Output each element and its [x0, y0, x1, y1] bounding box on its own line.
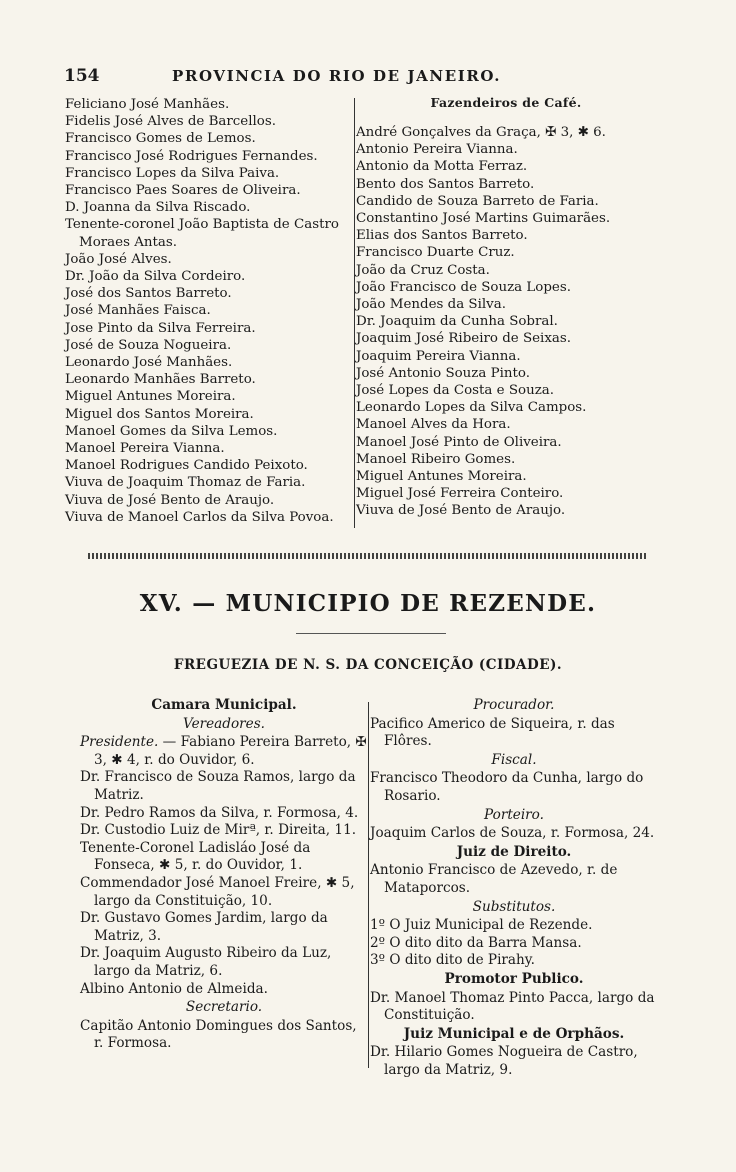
running-title: PROVINCIA DO RIO DE JANEIRO. — [172, 67, 502, 85]
list-item: Leonardo Lopes da Silva Campos. — [356, 400, 587, 416]
list-item: Miguel Antunes Moreira. — [65, 389, 236, 405]
list-item: Jose Pinto da Silva Ferreira. — [65, 320, 256, 336]
list-item: Manoel Alves da Hora. — [356, 417, 511, 433]
section-heading: Camara Municipal. — [151, 697, 297, 713]
list-item: Candido de Souza Barreto de Faria. — [356, 193, 599, 209]
entry: Commendador José Manoel Freire, ✱ 5, largo da Constituição, 10. — [80, 874, 355, 909]
list-item: Tenente-coronel João Baptista de Castro — [65, 217, 339, 233]
list-item: Joaquim Pereira Vianna. — [356, 348, 521, 364]
list-item: Dr. João da Silva Cordeiro. — [65, 269, 246, 285]
entry: Albino Antonio de Almeida. — [80, 980, 268, 997]
entry: Tenente-Coronel Ladisláo José da Fonseca, ✱ 5, r. do Ouvidor, 1. — [80, 839, 311, 874]
list-item: Joaquim José Ribeiro de Seixas. — [356, 331, 571, 347]
entry: Dr. Custodio Luiz de Mirª, r. Direita, 11. — [80, 822, 357, 839]
entry: 1º O Juiz Municipal de Rezende. — [370, 917, 593, 934]
list-item: Manoel Pereira Vianna. — [65, 441, 225, 457]
entry: Capitão Antonio Domingues dos Santos, r. Formosa. — [80, 1017, 357, 1052]
list-item: Miguel José Ferreira Conteiro. — [356, 486, 564, 502]
section-heading: Secretario. — [185, 999, 263, 1016]
section-heading: Vereadores. — [183, 715, 265, 732]
list-item: Antonio da Motta Ferraz. — [356, 159, 528, 175]
list-item: José Antonio Souza Pinto. — [356, 365, 530, 381]
section-heading: Juiz Municipal e de Orphãos. — [403, 1025, 625, 1042]
list-item: Leonardo José Manhães. — [65, 355, 233, 371]
entry: Dr. Joaquim Augusto Ribeiro da Luz, largo da Matriz, 6. — [80, 945, 332, 979]
entry: Presidente. — Fabiano Pereira Barreto, ✠ 3, ✱ 4, r. do Ouvidor, 6. — [80, 734, 367, 768]
list-item: Francisco Paes Soares de Oliveira. — [65, 183, 301, 199]
entry: Francisco Theodoro da Cunha, largo do Rosario. — [370, 770, 644, 804]
lower-left-column — [80, 696, 368, 1053]
upper-right-column — [356, 95, 656, 520]
list-item: João Francisco de Souza Lopes. — [356, 279, 571, 295]
list-item: José Manhães Faisca. — [65, 303, 211, 319]
list-item: João Mendes da Silva. — [356, 297, 506, 313]
entry: Dr. Francisco de Souza Ramos, largo da Matriz. — [80, 769, 356, 803]
section-heading: Substitutos. — [472, 898, 556, 915]
list-item: Manoel Gomes da Silva Lemos. — [65, 423, 278, 439]
list-item: D. Joanna da Silva Riscado. — [65, 200, 251, 216]
chapter-title: XV. — MUNICIPIO DE REZENDE. — [139, 590, 597, 617]
list-item: Dr. Joaquim da Cunha Sobral. — [356, 314, 558, 330]
section-heading-fazendeiros: Fazendeiros de Café. — [430, 95, 582, 110]
column-rule-upper — [354, 98, 355, 528]
section-heading: Fiscal. — [491, 751, 537, 768]
list-item: José de Souza Nogueira. — [65, 337, 232, 353]
list-item: Francisco Duarte Cruz. — [356, 245, 515, 261]
page-number: 154 — [64, 66, 100, 86]
entry: Dr. Gustavo Gomes Jardim, largo da Matriz, 3. — [80, 910, 328, 944]
entry-lead: Presidente. — [80, 734, 159, 751]
list-item: Bento dos Santos Barreto. — [356, 176, 535, 192]
list-item: Manoel José Pinto de Oliveira. — [356, 434, 562, 450]
list-item: Leonardo Manhães Barreto. — [65, 372, 256, 388]
list-item: Francisco Gomes de Lemos. — [65, 131, 256, 147]
entry: Pacifico Americo de Siqueira, r. das Flôres. — [370, 715, 615, 750]
list-item: Fidelis José Alves de Barcellos. — [65, 114, 276, 130]
list-item: Francisco Lopes da Silva Paiva. — [65, 165, 280, 181]
list-item: Miguel dos Santos Moreira. — [65, 406, 254, 422]
section-heading: Promotor Publico. — [444, 970, 584, 987]
section-heading: Porteiro. — [484, 806, 544, 823]
list-item: João da Cruz Costa. — [356, 262, 490, 278]
list-item: André Gonçalves da Graça, ✠ 3, ✱ 6. — [356, 125, 606, 140]
list-item: Viuva de Manoel Carlos da Silva Povoa. — [65, 509, 334, 525]
parish-title: FREGUEZIA DE N. S. DA CONCEIÇÃO (CIDADE). — [173, 657, 563, 673]
ornamental-rule — [88, 553, 648, 559]
fazendeiros-list — [356, 124, 656, 520]
list-item: Antonio Pereira Vianna. — [356, 142, 518, 158]
entry: Antonio Francisco de Azevedo, r. de Mataporcos. — [370, 862, 618, 896]
list-item: Viuva de José Bento de Araujo. — [356, 503, 566, 519]
list-item: Moraes Antas. — [79, 234, 177, 250]
list-item: Manoel Rodrigues Candido Peixoto. — [65, 458, 308, 474]
entry: Dr. Pedro Ramos da Silva, r. Formosa, 4. — [80, 804, 359, 821]
list-item: Francisco José Rodrigues Fernandes. — [65, 148, 318, 164]
running-head — [64, 66, 644, 88]
section-heading: Procurador. — [473, 697, 555, 713]
title-underline — [296, 633, 446, 634]
list-item: Viuva de José Bento de Araujo. — [65, 492, 275, 508]
upper-left-list — [65, 96, 350, 526]
entry: Joaquim Carlos de Souza, r. Formosa, 24. — [370, 825, 655, 842]
list-item: Constantino José Martins Guimarães. — [356, 211, 611, 227]
list-item: José dos Santos Barreto. — [65, 286, 232, 302]
list-item: Manoel Ribeiro Gomes. — [356, 451, 516, 467]
lower-right-column — [370, 696, 658, 1079]
list-item: Elias dos Santos Barreto. — [356, 228, 528, 244]
section-heading: Juiz de Direito. — [456, 843, 572, 860]
list-item: João José Alves. — [65, 251, 172, 267]
entry: 2º O dito dito da Barra Mansa. — [370, 934, 582, 951]
entry: 3º O dito dito de Pirahy. — [370, 952, 535, 969]
entry: Dr. Manoel Thomaz Pinto Pacca, largo da Constituição. — [370, 989, 655, 1024]
list-item: Miguel Antunes Moreira. — [356, 469, 527, 485]
list-item: Feliciano José Manhães. — [65, 97, 230, 112]
entry: Dr. Hilario Gomes Nogueira de Castro, largo da Matriz, 9. — [370, 1044, 638, 1078]
list-item: Viuva de Joaquim Thomaz de Faria. — [65, 475, 306, 491]
column-rule-lower — [368, 702, 369, 1068]
list-item: José Lopes da Costa e Souza. — [356, 383, 555, 399]
